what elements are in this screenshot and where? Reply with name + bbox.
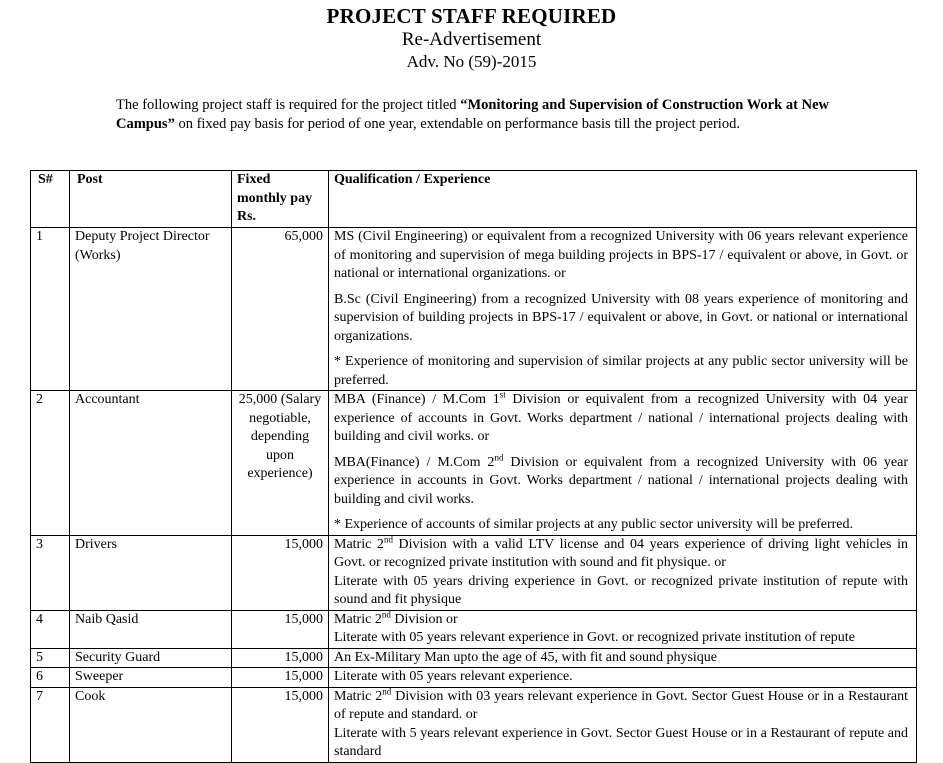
row-qualification — [329, 535, 917, 610]
page-title: PROJECT STAFF REQUIRED — [326, 4, 617, 28]
qualification-option-1 — [334, 608, 908, 630]
row-pay: 25,000 (Salary negotiable, depending upon experience) — [232, 391, 329, 536]
text: MBA(Finance) / M.Com 2 — [334, 454, 495, 470]
table-row — [31, 610, 917, 648]
row-pay: 15,000 — [232, 648, 329, 668]
row-pay: 15,000 — [232, 535, 329, 610]
row-pay: 15,000 — [232, 668, 329, 688]
qualification-option-1 — [334, 391, 908, 447]
ordinal-suffix: nd — [383, 533, 393, 544]
row-post: Security Guard — [70, 648, 232, 668]
intro-paragraph — [116, 96, 829, 134]
text: Matric 2 — [334, 536, 384, 552]
page-subtitle: Re-Advertisement — [401, 29, 542, 50]
text: MBA (Finance) / M.Com 1 — [334, 392, 500, 407]
text: Division with a valid LTV license and 04 years experience of driving light vehicles in Govt. or recognized private institution with sound and fit physique. or — [334, 536, 908, 570]
header-qualification: Qualification / Experience — [329, 171, 917, 228]
row-post: Deputy Project Director (Works) — [70, 228, 232, 391]
qualification-option-2 — [334, 451, 908, 510]
qualification-option-1: An Ex-Military Man upto the age of 45, with fit and sound physique — [334, 649, 717, 665]
qualification-note: * Experience of monitoring and supervision of similar projects at any public sector university will be preferred. — [334, 354, 908, 388]
header — [0, 4, 943, 72]
row-qualification — [329, 687, 917, 762]
qualification-option-1: Literate with 05 years relevant experience. — [334, 669, 573, 684]
text: Matric 2 — [334, 611, 382, 627]
table-header-row — [31, 171, 917, 228]
table-row — [31, 391, 917, 536]
qualification-option-1 — [334, 685, 908, 725]
qualification-option-1 — [334, 533, 908, 573]
advertisement-number: Adv. No (59)-2015 — [406, 52, 537, 71]
row-post: Drivers — [70, 535, 232, 610]
row-sno: 3 — [31, 535, 70, 610]
table-row — [31, 668, 917, 688]
qualification-option-2: B.Sc (Civil Engineering) from a recognized University with 08 years experience of monitoring and supervision of building projects in BPS-17 / equivalent or above, in Govt. or national or international organizations. — [334, 291, 908, 344]
ordinal-suffix: nd — [494, 451, 504, 462]
qualification-option-2: Literate with 5 years relevant experience in Govt. Sector Guest House or in a Restaurant of repute and standard — [334, 725, 908, 759]
qualification-option-2: Literate with 05 years relevant experience in Govt. or recognized private institution of repute — [334, 630, 855, 645]
ordinal-suffix: st — [499, 389, 506, 400]
table-row — [31, 228, 917, 391]
row-post: Cook — [70, 687, 232, 762]
text: Division with 03 years relevant experience in Govt. Sector Guest House or in a Restaurant of repute and standard. or — [334, 688, 908, 722]
row-pay: 15,000 — [232, 610, 329, 648]
ordinal-suffix: nd — [381, 608, 391, 619]
text: Matric 2 — [334, 688, 383, 704]
header-sno: S# — [31, 171, 70, 228]
row-qualification — [329, 228, 917, 391]
row-sno: 2 — [31, 391, 70, 536]
header-post: Post — [70, 171, 232, 228]
row-qualification — [329, 668, 917, 688]
qualification-option-1: MS (Civil Engineering) or equivalent from a recognized University with 06 years relevant experience of monitoring and supervision of mega building projects in BPS-17 / equivalent or above, in Govt. or national or international organizations. or — [334, 229, 908, 281]
row-post: Naib Qasid — [70, 610, 232, 648]
row-post: Sweeper — [70, 668, 232, 688]
row-pay: 15,000 — [232, 687, 329, 762]
row-post: Accountant — [70, 391, 232, 536]
ordinal-suffix: nd — [382, 685, 392, 696]
table-row — [31, 535, 917, 610]
text: Division or equivalent from a recognized University with 06 year experience in accounts in Govt. Works department / national / international projects dealing with building and civil works. — [334, 454, 908, 507]
intro-text-after: on fixed pay basis for period of one year, extendable on performance basis till the project period. — [174, 116, 740, 132]
text: Division or equivalent from a recognized University with 04 year experience of accounts in Govt. Works department / national / international projects dealing with building and civil works. or — [334, 392, 908, 444]
qualification-note: * Experience of accounts of similar projects at any public sector university will be preferred. — [334, 517, 853, 532]
row-sno: 4 — [31, 610, 70, 648]
row-sno: 5 — [31, 648, 70, 668]
row-qualification — [329, 391, 917, 536]
header-pay: Fixed monthly pay Rs. — [232, 171, 329, 228]
project-title: “Monitoring and Supervision of Construction Work at New Campus” — [116, 97, 829, 132]
row-sno: 6 — [31, 668, 70, 688]
intro-text-before: The following project staff is required for the project titled — [116, 97, 461, 113]
staff-table — [30, 170, 917, 763]
row-sno: 1 — [31, 228, 70, 391]
table-row — [31, 648, 917, 668]
table-row — [31, 687, 917, 762]
row-sno: 7 — [31, 687, 70, 762]
row-qualification — [329, 648, 917, 668]
row-pay: 65,000 — [232, 228, 329, 391]
qualification-option-2: Literate with 05 years driving experience in Govt. or recognized private institution of repute with sound and fit physique — [334, 573, 908, 607]
row-qualification — [329, 610, 917, 648]
text: Division or — [390, 611, 458, 627]
